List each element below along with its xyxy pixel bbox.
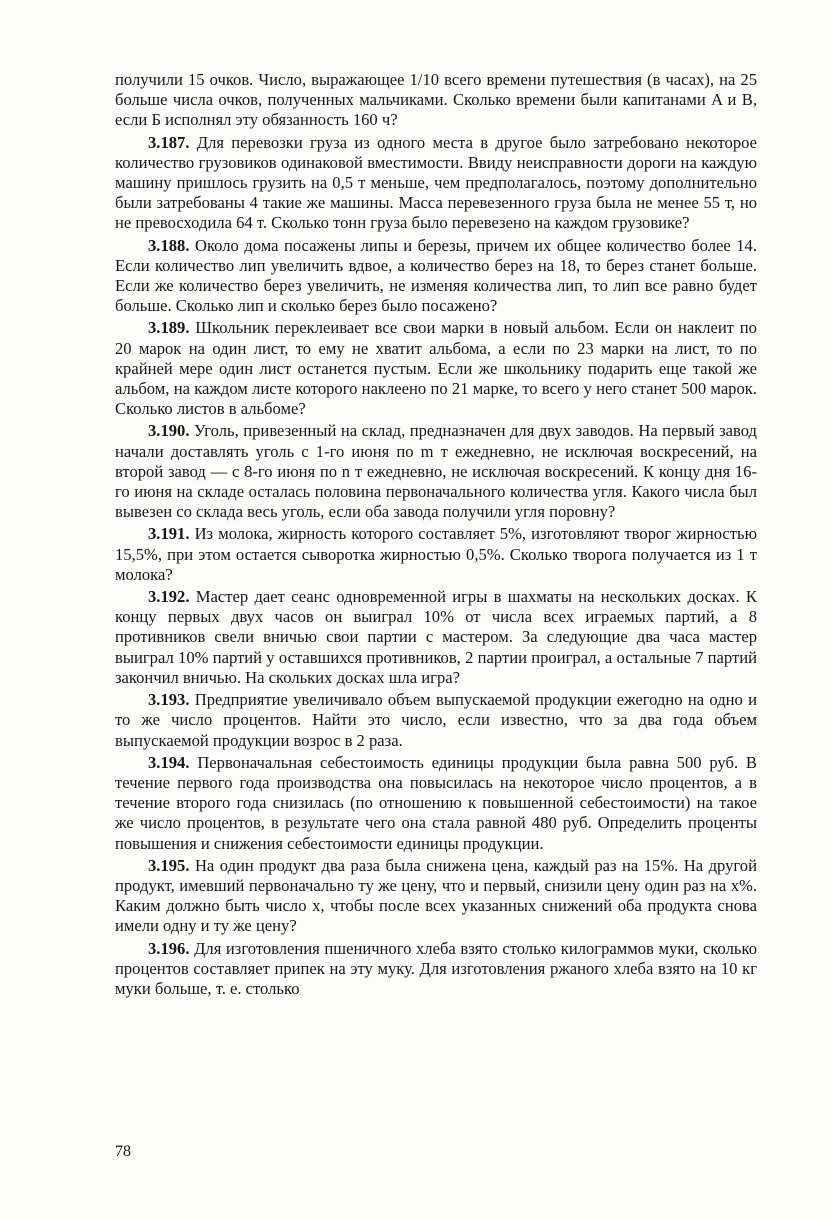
page-number: 78 [115,1143,131,1160]
problem-3-196 [115,939,757,1000]
problem-text: Для изготовления пшеничного хлеба взято столько килограммов муки, сколько процентов составляет припек на эту муку. Для изготовления ржаного хлеба взято на 10 кг муки больше, т. е. столько [115,938,757,998]
problem-text: Из молока, жирность которого составляет 5%, изготовляют творог жирностью 15,5%, при этом остается сыворотка жирностью 0,5%. Сколько творога получается из 1 т молока? [115,524,757,584]
problem-number: 3.187. [148,132,190,152]
problem-number: 3.189. [148,318,190,338]
page-text [115,70,757,1001]
problem-3-192 [115,587,757,688]
intro-paragraph: получили 15 очков. Число, выражающее 1/10 всего времени путешествия (в часах), на 25 больше числа очков, полученных мальчиками. Сколько времени были капитанами A и B, если Б исполнял эту обязанность 160 ч? [115,70,757,130]
problem-number: 3.192. [148,587,190,607]
problem-3-194 [115,753,757,854]
problem-text: Около дома посажены липы и березы, причем их общее количество более 14. Если количество лип увеличить вдвое, а количество берез на 18, то берез станет больше. Если же количество берез увеличить, не изменяя количества лип, то лип все равно будет больше. Сколько лип и сколько берез было посажено? [115,235,757,316]
problem-number: 3.188. [148,235,190,255]
problem-text: Уголь, привезенный на склад, предназначен для двух заводов. На первый завод начали доставлять уголь с 1-го июня по m т ежедневно, не исключая воскресений, на второй завод — с 8-го июня по n т ежедневно, не исключая воскресений. К концу дня 16-го июня на складе осталась половина первоначального количества угля. Какого числа был вывезен со склада весь уголь, если оба завода получили угля поровну? [115,421,757,522]
problem-text: Предприятие увеличивало объем выпускаемой продукции ежегодно на одно и то же число процентов. Найти это число, если известно, что за два года объем выпускаемой продукции возрос в 2 раза. [115,690,757,750]
problem-3-190 [115,421,757,522]
problem-3-193 [115,690,757,751]
problem-3-191 [115,524,757,585]
problem-text: Для перевозки груза из одного места в другое было затребовано некоторое количество грузовиков одинаковой вместимости. Ввиду неисправности дороги на каждую машину пришлось грузить на 0,5 т меньше, чем предполагалось, поэтому дополнительно были затребованы 4 такие же машины. Масса перевезенного груза была не менее 55 т, но не превосходила 64 т. Сколько тонн груза было перевезено на каждом грузовике? [115,132,758,233]
problem-text: Школьник переклеивает все свои марки в новый альбом. Если он наклеит по 20 марок на один лист, то ему не хватит альбома, а если по 23 марки на лист, то по крайней мере один лист останется пустым. Если же школьнику подарить еще такой же альбом, на каждом листе которого наклеено по 21 марке, то всего у него станет 500 марок. Сколько листов в альбоме? [115,318,757,419]
problem-number: 3.193. [148,690,190,710]
problem-text: Первоначальная себестоимость единицы продукции была равна 500 руб. В течение первого года производства она повысилась на некоторое число процентов, а в течение второго года снизилась (по отношению к повышенной себестоимости) на такое же число процентов, в результате чего она стала равной 480 руб. Определить проценты повышения и снижения себестоимости единицы продукции. [115,752,757,853]
problem-3-189 [115,318,757,419]
problem-number: 3.195. [148,855,190,875]
problem-text: На один продукт два раза была снижена цена, каждый раз на 15%. На другой продукт, имевший первоначально ту же цену, что и первый, снизили цену один раз на x%. Каким должно быть число x, чтобы после всех указанных снижений оба продукта снова имели одну и ту же цену? [115,855,757,936]
problem-number: 3.191. [148,524,190,544]
problem-3-188 [115,236,757,317]
problem-3-187 [115,133,757,234]
problem-3-195 [115,856,757,937]
problem-number: 3.196. [148,938,190,958]
problem-number: 3.194. [148,752,190,772]
problem-text: Мастер дает сеанс одновременной игры в шахматы на нескольких досках. К концу первых двух часов он выиграл 10% от числа всех играемых партий, а 8 противников свели вничью свои партии с мастером. За следующие два часа мастер выиграл 10% партий у оставшихся противников, 2 партии проиграл, а остальные 7 партий закончил вничью. На скольких досках шла игра? [115,587,757,687]
problem-number: 3.190. [148,421,190,441]
